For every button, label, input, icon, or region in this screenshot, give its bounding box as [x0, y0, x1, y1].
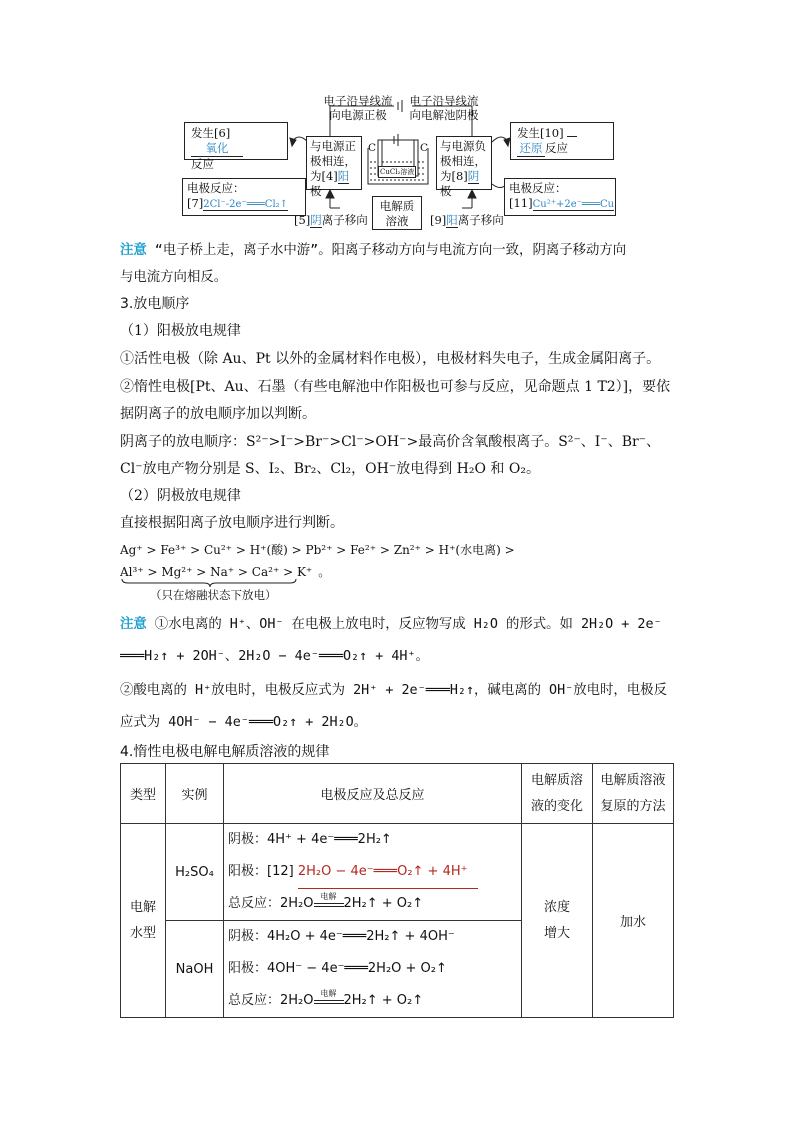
left-electrode-answer: 阳: [337, 169, 350, 183]
note2-line1: [120, 613, 662, 632]
left-electrode-suffix: 极: [310, 184, 322, 198]
note1-line2: 与电流方向相反。: [120, 270, 228, 285]
left-reaction-prefix: 发生[6]: [191, 126, 231, 140]
header-change-line1: 电解质溶: [530, 772, 583, 788]
electrolyte-box: [372, 196, 422, 230]
right-electrode-box: [436, 136, 492, 198]
note2-keyword: 注意: [120, 617, 147, 632]
right-eq-title: 电极反应：: [509, 181, 567, 195]
note1-text1: “电子桥上走，离子水中游”。阳离子移动方向与电流方向一致，阴离子移动方向: [154, 243, 627, 258]
left-eq-title: 电极反应：: [187, 181, 245, 195]
right-equation-box: [504, 178, 616, 216]
left-electrode-box: [306, 136, 362, 198]
right-electrode-line3: [440, 169, 488, 199]
type-cell: [121, 824, 166, 1018]
electrolysis-table: [120, 763, 674, 1018]
solution-label: CuCl₂溶液: [380, 168, 415, 176]
cathode-naoh: 阴极：4H₂O + 4e⁻═══2H₂↑ + 4OH⁻: [228, 929, 455, 944]
left-reaction-suffix: 反应: [191, 157, 214, 171]
cation-order-line1: Ag⁺ > Fe³⁺ > Cu²⁺ > H⁺(酸) > Pb²⁺ > Fe²⁺ > Zn²⁺ > H⁺(水电离) >: [120, 543, 515, 557]
anode-naoh: 阳极：4OH⁻ − 4e⁻═══2H₂O + O₂↑: [228, 961, 447, 976]
section3-p3-line2: Cl⁻放电产物分别是 S、I₂、Br₂、Cl₂，OH⁻放电得到 H₂O 和 O₂。: [120, 461, 540, 477]
right-electrode-line2: 极相连，: [440, 154, 486, 168]
total-naoh: [224, 985, 521, 1017]
bottom-left-suffix: 离子移向: [321, 213, 368, 227]
left-eq-answer: 2Cl⁻-2e⁻═══Cl₂↑: [203, 199, 289, 210]
left-electrode-line2: 极相连，: [310, 154, 356, 168]
header-change: [522, 764, 593, 824]
note2-line4: 应式为 4OH⁻ − 4e⁻═══O₂↑ + 2H₂O。: [120, 715, 368, 730]
section3-p1: ①活性电极（除 Au、Pt 以外的金属材料作电极），电极材料失电子，生成金属阳离子。: [120, 351, 661, 367]
total-h2so4-condition: 电解: [320, 892, 337, 901]
cation-order-period: 。: [318, 565, 331, 579]
left-electrode-line1: 与电源正: [310, 139, 356, 153]
total-naoh-prefix: 总反应：2H₂O: [228, 993, 314, 1008]
left-electrode-line3: [310, 169, 358, 199]
table-row: [121, 824, 674, 921]
electrolyte-line2: 溶液: [385, 214, 409, 228]
table-header-row: [121, 764, 674, 824]
change-cell: [522, 824, 593, 1018]
right-electrode-suffix: 极: [440, 184, 452, 198]
cathode-h2so4: 阴极：4H⁺ + 4e⁻═══2H₂↑: [228, 832, 392, 847]
change-line1: 浓度: [543, 899, 570, 915]
header-example: 实例: [166, 764, 224, 824]
left-reaction-answer: 氧化: [191, 141, 243, 157]
left-electrode-prefix: 为[4]: [310, 169, 338, 183]
reaction-cell-h2so4: [224, 824, 522, 921]
section3-sub2: （2）阴极放电规律: [120, 488, 241, 504]
left-equation-box: [182, 178, 306, 216]
bottom-right-prefix: [9]: [430, 213, 447, 227]
bottom-right-suffix: 离子移向: [457, 213, 504, 227]
restore-cell: 加水: [593, 824, 674, 1018]
header-reaction: 电极反应及总反应: [224, 764, 522, 824]
header-type: 类型: [121, 764, 166, 824]
right-electrode-prefix: 为[8]: [440, 169, 468, 183]
left-eq-prefix: [7]: [187, 196, 204, 210]
electrode-c-right: C: [420, 142, 429, 154]
section3-sub1: （1）阳极放电规律: [120, 323, 241, 339]
note1-keyword: 注意: [120, 243, 147, 258]
bottom-left-label: [294, 212, 368, 228]
section3-p3-line1: 阴离子的放电顺序：S²⁻>I⁻>Br⁻>Cl⁻>OH⁻>最高价含氧酸根离子。S²⁻、I⁻、Br⁻、: [120, 434, 661, 450]
anode-h2so4-prefix: 阳极：[12]: [228, 864, 294, 879]
header-restore: [593, 764, 674, 824]
example-h2so4: H₂SO₄: [166, 824, 224, 921]
total-h2so4-prefix: 总反应：2H₂O: [228, 896, 314, 911]
top-left-label-line2: 向电源正极: [329, 108, 387, 122]
right-electrode-line1: 与电源负: [440, 139, 486, 153]
note2-line2: ═══H₂↑ + 2OH⁻、2H₂O − 4e⁻═══O₂↑ + 4H⁺。: [120, 649, 429, 664]
right-reaction-suffix: 反应: [545, 141, 568, 155]
section3-p2-line2: 据阴离子的放电顺序加以判断。: [120, 406, 316, 422]
anode-h2so4: [224, 856, 521, 888]
top-left-label-line1: 电子沿导线流: [323, 94, 393, 108]
total-naoh-suffix: 2H₂↑ + O₂↑: [343, 993, 424, 1008]
note2-text1: ①水电离的 H⁺、OH⁻ 在电极上放电时，反应物写成 H₂O 的形式。如 2H₂O + 2e⁻: [154, 617, 662, 632]
section3-title: 3.放电顺序: [120, 296, 190, 312]
total-h2so4: [224, 888, 521, 920]
type-line1: 电解: [129, 899, 156, 915]
cation-order-line2-text: Al³⁺ > Mg²⁺ > Na⁺ > Ca²⁺ > K⁺: [120, 565, 313, 579]
bottom-right-answer: 阳: [446, 213, 458, 227]
section4-title: 4.惰性电极电解电解质溶液的规律: [120, 744, 330, 760]
example-naoh: NaOH: [166, 921, 224, 1018]
bottom-left-prefix: [5]: [294, 213, 311, 227]
top-right-label-line2: 向电解池阴极: [409, 108, 479, 122]
note2-line3: ②酸电离的 H⁺放电时，电极反应式为 2H⁺ + 2e⁻═══H₂↑，碱电离的 OH⁻放电时，电极反: [120, 683, 667, 698]
reaction-cell-naoh: [224, 921, 522, 1018]
total-naoh-condition: 电解: [320, 989, 337, 998]
bottom-right-label: [430, 212, 504, 228]
right-eq-answer: Cu²⁺+2e⁻═══Cu: [532, 199, 615, 210]
section3-p4: 直接根据阳离子放电顺序进行判断。: [120, 515, 344, 531]
anode-h2so4-answer: 2H₂O − 4e⁻═══O₂↑ + 4H⁺: [298, 856, 478, 889]
top-right-label-line1: 电子沿导线流: [409, 94, 479, 108]
change-line2: 增大: [543, 925, 570, 941]
right-electrode-answer: 阴: [467, 169, 480, 183]
left-reaction-box: [184, 122, 288, 171]
cation-order-note: （只在熔融状态下放电）: [150, 588, 277, 602]
header-restore-line2: 复原的方法: [600, 798, 666, 814]
type-line2: 水型: [129, 925, 156, 941]
header-change-line2: 液的变化: [530, 798, 583, 814]
right-reaction-answer: 还原: [517, 141, 545, 157]
electrolyte-line1: 电解质: [379, 199, 415, 213]
right-eq-prefix: [11]: [509, 196, 533, 210]
electrolysis-diagram: [180, 92, 620, 232]
note1-line1: [120, 239, 626, 258]
section3-p2-line1: ②惰性电极[Pt、Au、石墨（有些电解池中作阳极也可参与反应，见命题点 1 T2）]，要依: [120, 379, 671, 395]
total-h2so4-suffix: 2H₂↑ + O₂↑: [343, 896, 424, 911]
header-restore-line1: 电解质溶液: [600, 772, 666, 788]
bottom-left-answer: 阴: [310, 213, 322, 227]
right-reaction-box: [510, 122, 614, 160]
right-reaction-prefix: 发生[10]: [517, 126, 564, 140]
electrode-c-left: C: [368, 142, 377, 154]
